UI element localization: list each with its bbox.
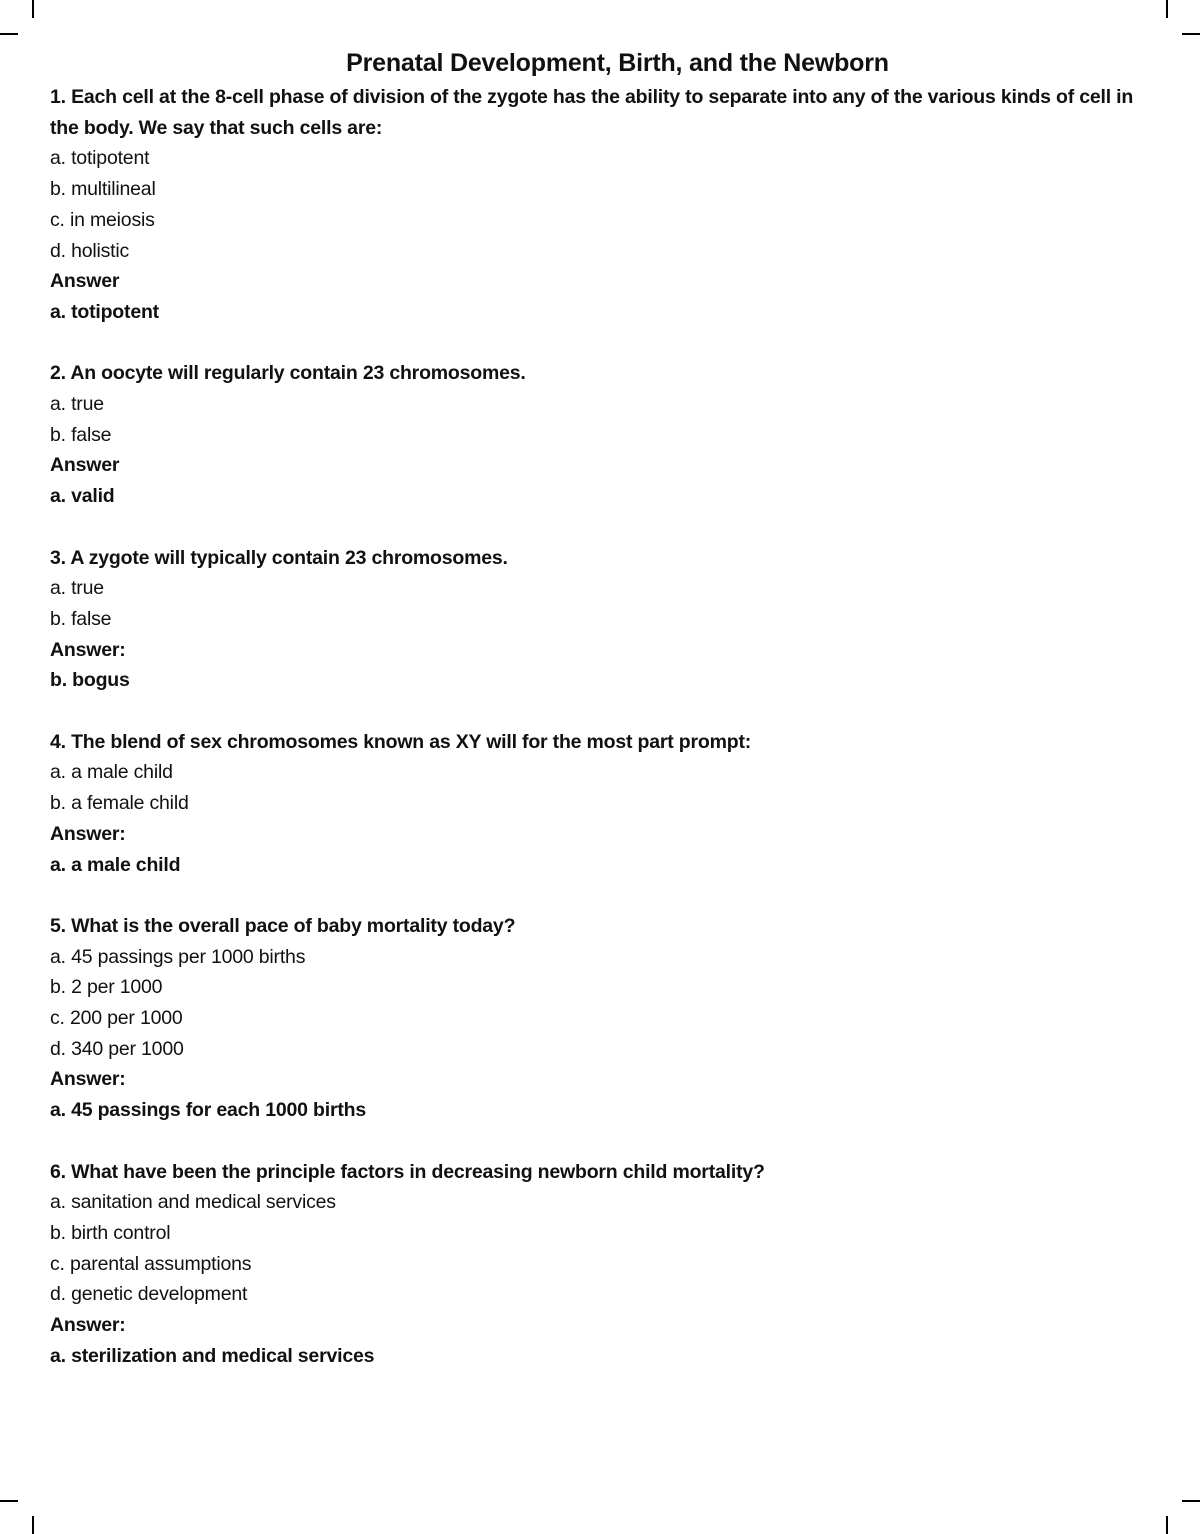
option: d. holistic bbox=[50, 239, 130, 262]
answer-value: a. valid bbox=[50, 485, 115, 508]
option: a. sanitation and medical services bbox=[50, 1191, 336, 1214]
answer-value: a. totipotent bbox=[50, 300, 159, 323]
question-text: 6. What have been the principle factors in decreasing newborn child mortality? bbox=[50, 1160, 765, 1183]
question-1 bbox=[50, 82, 1160, 328]
crop-mark-bottom-left-v bbox=[32, 1516, 34, 1534]
option: b. a female child bbox=[50, 792, 189, 815]
option: b. birth control bbox=[50, 1221, 171, 1244]
answer-label: Answer bbox=[50, 270, 120, 293]
crop-mark-bottom-left-h bbox=[0, 1500, 18, 1502]
question-text: 1. Each cell at the 8-cell phase of division of the zygote has the ability to separate into any of the various kinds of cell in the body. We say that such cells are: bbox=[50, 86, 1134, 139]
option: a. true bbox=[50, 393, 104, 416]
option: b. multilineal bbox=[50, 178, 156, 201]
answer-label: Answer: bbox=[50, 1314, 126, 1337]
question-text: 4. The blend of sex chromosomes known as XY will for the most part prompt: bbox=[50, 730, 752, 753]
crop-mark-bottom-right-v bbox=[1166, 1516, 1168, 1534]
option: a. a male child bbox=[50, 761, 173, 784]
option: b. 2 per 1000 bbox=[50, 976, 163, 999]
question-text: 3. A zygote will typically contain 23 chromosomes. bbox=[50, 546, 508, 569]
question-text: 2. An oocyte will regularly contain 23 chromosomes. bbox=[50, 362, 526, 385]
option: c. 200 per 1000 bbox=[50, 1007, 183, 1030]
answer-value: a. 45 passings for each 1000 births bbox=[50, 1099, 366, 1122]
document-page bbox=[50, 44, 1160, 1371]
option: d. genetic development bbox=[50, 1283, 248, 1306]
crop-mark-top-left-v bbox=[32, 0, 34, 18]
answer-value: b. bogus bbox=[50, 669, 130, 692]
answer-value: a. sterilization and medical services bbox=[50, 1344, 375, 1367]
option: b. false bbox=[50, 423, 112, 446]
option: d. 340 per 1000 bbox=[50, 1037, 184, 1060]
option: a. 45 passings per 1000 births bbox=[50, 945, 306, 968]
question-3 bbox=[50, 543, 1160, 697]
answer-label: Answer: bbox=[50, 822, 126, 845]
crop-mark-top-right-h bbox=[1182, 33, 1200, 35]
option: a. true bbox=[50, 577, 104, 600]
option: b. false bbox=[50, 607, 112, 630]
answer-label: Answer bbox=[50, 454, 120, 477]
page-title: Prenatal Development, Birth, and the Newborn bbox=[346, 49, 889, 77]
option: c. parental assumptions bbox=[50, 1252, 252, 1275]
crop-mark-top-right-v bbox=[1166, 0, 1168, 18]
crop-mark-top-left-h bbox=[0, 33, 18, 35]
question-text: 5. What is the overall pace of baby mortality today? bbox=[50, 914, 516, 937]
crop-mark-bottom-right-h bbox=[1182, 1500, 1200, 1502]
question-5 bbox=[50, 911, 1160, 1126]
option: c. in meiosis bbox=[50, 208, 155, 231]
answer-value: a. a male child bbox=[50, 853, 181, 876]
question-2 bbox=[50, 358, 1160, 512]
question-4 bbox=[50, 727, 1160, 881]
answer-label: Answer: bbox=[50, 1068, 126, 1091]
answer-label: Answer: bbox=[50, 638, 126, 661]
question-6 bbox=[50, 1157, 1160, 1372]
option: a. totipotent bbox=[50, 147, 150, 170]
